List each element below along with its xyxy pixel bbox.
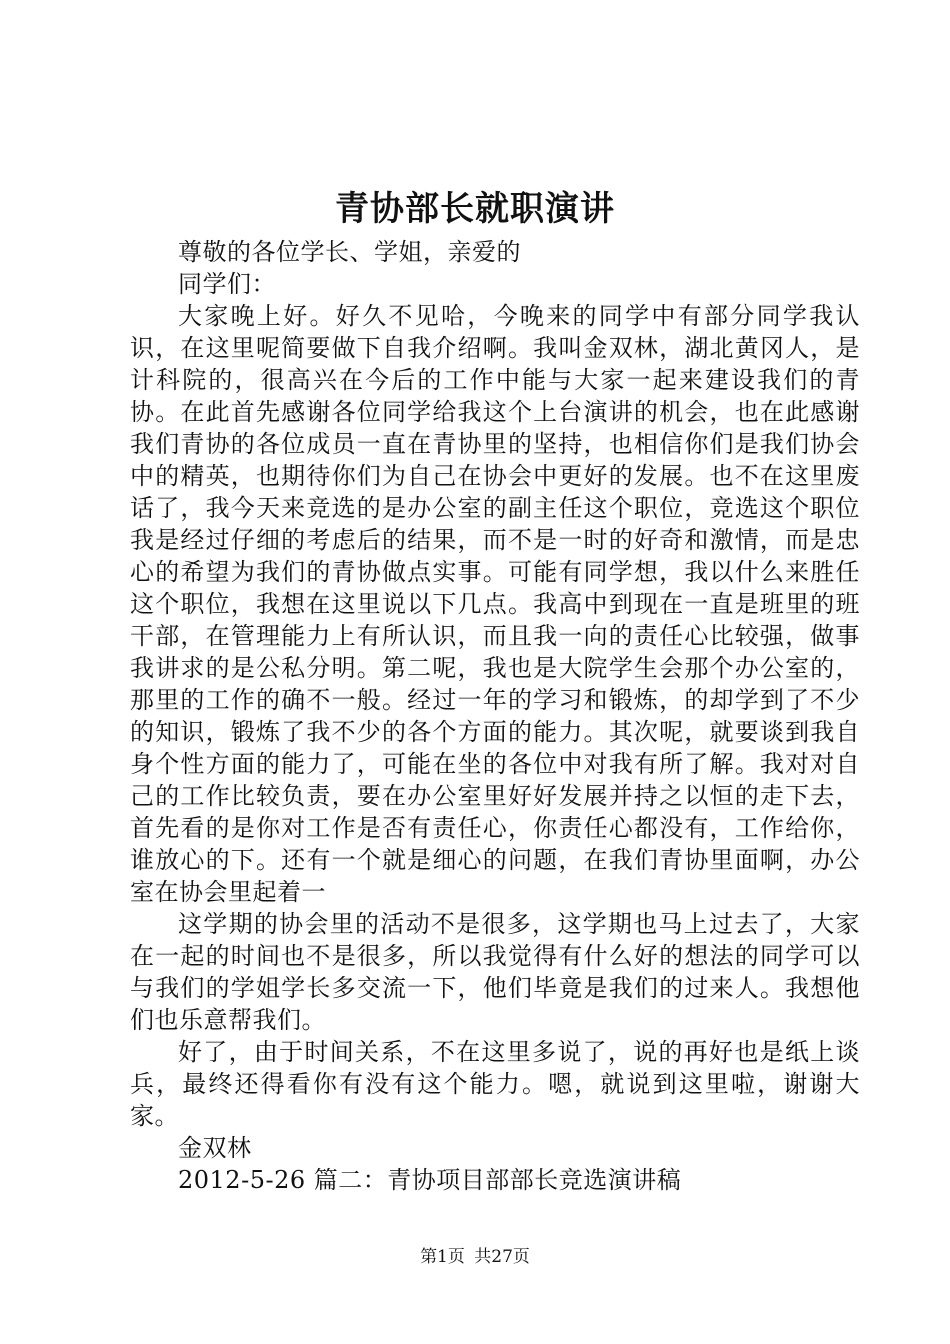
salutation-line-2: 同学们： [178,270,276,298]
paragraph-1: 大家晚上好。好久不见哈，今晚来的同学中有部分同学我认识，在这里呢简要做下自我介绍啊。我叫金双林，湖北黄冈人，是计科院的，很高兴在今后的工作中能与大家一起来建设我们的青协。在此首先感谢各位同学给我这个上台演讲的机会，也在此感谢我们青协的各位成员一直在青协里的坚持，也相信你们是我们协会中的精英，也期待你们为自己在协会中更好的发展。也不在这里废话了，我今天来竞选的是办公室的副主任这个职位，竞选这个职位我是经过仔细的考虑后的结果，而不是一时的好奇和激情，而是忠心的希望为我们的青协做点实事。可能有同学想，我以什么来胜任这个职位，我想在这里说以下几点。我高中到现在一直是班里的班干部，在管理能力上有所认识，而且我一向的责任心比较强，做事我讲求的是公私分明。第二呢，我也是大院学生会那个办公室的，那里的工作的确不一般。经过一年的学习和锻炼，的却学到了不少的知识，锻炼了我不少的各个方面的能力。其次呢，就要谈到我自身个性方面的能力了，可能在坐的各位中对我有所了解。我对对自己的工作比较负责，要在办公室里好好发展并持之以恒的走下去，首先看的是你对工作是否有责任心，你责任心都没有，工作给你，谁放心的下。还有一个就是细心的问题，在我们青协里面啊，办公室在协会里起着一 [130,302,860,906]
date-line: 2012-5-26 篇二：青协项目部部长竞选演讲稿 [178,1166,682,1194]
document-body [130,236,860,1196]
salutation-line-1: 尊敬的各位学长、学姐，亲爱的 [178,238,521,266]
page-number: 第1页 [420,1247,465,1267]
paragraph-2: 这学期的协会里的活动不是很多，这学期也马上过去了，大家在一起的时间也不是很多，所以我觉得有什么好的想法的同学可以与我们的学姐学长多交流一下，他们毕竟是我们的过来人。我想他们也乐意帮我们。 [130,910,860,1034]
page-total: 共27页 [474,1247,530,1267]
paragraph-3: 好了，由于时间关系，不在这里多说了，说的再好也是纸上谈兵，最终还得看你有没有这个能力。嗯，就说到这里啦，谢谢大家。 [130,1038,860,1130]
document-title: 青协部长就职演讲 [335,189,615,229]
page-footer [0,1245,950,1269]
signature: 金双林 [178,1134,252,1162]
